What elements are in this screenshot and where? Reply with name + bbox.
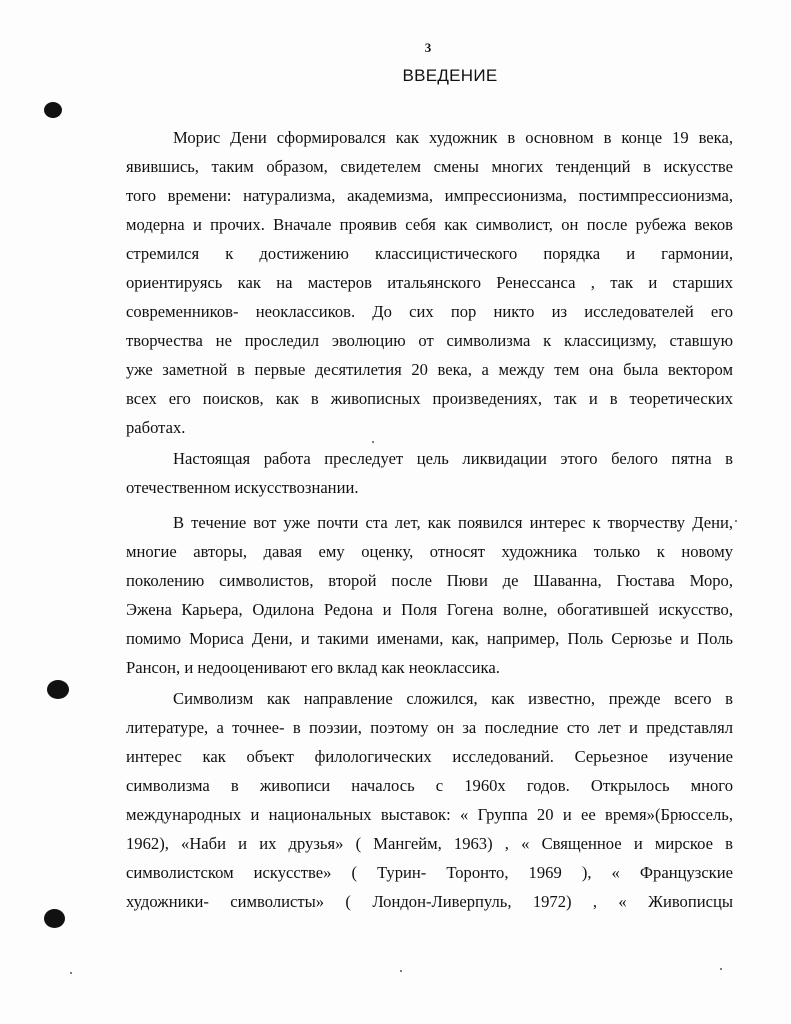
paragraph-line: явившись, таким образом, свидетелем смены многих тенденций в искусстве — [126, 157, 733, 176]
paragraph-line: стремился к достижению классицистического порядка и гармонии, — [126, 244, 733, 263]
paragraph-line: поколению символистов, второй после Пюви де Шаванна, Гюстава Моро, — [126, 571, 733, 590]
paragraph-line: 1962), «Наби и их друзья» ( Мангейм, 1963) , « Священное и мирское в — [126, 834, 733, 853]
paragraph-line: многие авторы, давая ему оценку, относят художника только к новому — [126, 542, 733, 561]
page-title: ВВЕДЕНИЕ — [402, 66, 498, 85]
paragraph-line: Символизм как направление сложился, как известно, прежде всего в — [173, 689, 733, 708]
scan-speck — [372, 441, 374, 443]
paragraph-line: современников- неоклассиков. До сих пор никто из исследователей его — [126, 302, 733, 321]
paragraph-line: интерес как объект филологических исследований. Серьезное изучение — [126, 747, 733, 766]
paragraph-line: отечественном искусствознании. — [126, 478, 359, 497]
paragraph-line: всех его поисков, как в живописных произведениях, так и в теоретических — [126, 389, 733, 408]
paragraph-line: символистском искусстве» ( Турин- Торонто, 1969 ), « Французские — [126, 863, 733, 882]
scan-speck — [70, 972, 72, 974]
paragraph-line: литературе, а точнее- в поэзии, поэтому он за последние сто лет и представлял — [126, 718, 733, 737]
paragraph-line: Эжена Карьера, Одилона Редона и Поля Гогена волне, обогатившей искусство, — [126, 600, 733, 619]
paragraph-line: творчества не проследил эволюцию от символизма к классицизму, ставшую — [126, 331, 733, 350]
scan-speck — [400, 970, 402, 972]
paragraph-line: В течение вот уже почти ста лет, как появился интерес к творчеству Дени, — [173, 513, 733, 532]
scan-speck — [735, 520, 737, 522]
paragraph-line: работах. — [126, 418, 186, 437]
punch-hole-mark — [47, 680, 69, 699]
paragraph-line: символизма в живописи началось с 1960х годов. Открылось много — [126, 776, 733, 795]
punch-hole-mark — [44, 909, 65, 928]
page-number: 3 — [424, 40, 432, 55]
paragraph-line: художники- символисты» ( Лондон-Ливерпуль, 1972) , « Живописцы — [126, 892, 733, 911]
paragraph-line: Настоящая работа преследует цель ликвидации этого белого пятна в — [173, 449, 733, 468]
paragraph-line: уже заметной в первые десятилетия 20 века, а между тем она была вектором — [126, 360, 733, 379]
paragraph-line: Морис Дени сформировался как художник в основном в конце 19 века, — [173, 128, 733, 147]
paragraph-line: международных и национальных выставок: « Группа 20 и ее время»(Брюссель, — [126, 805, 733, 824]
paragraph-line: ориентируясь как на мастеров итальянского Ренессанса , так и старших — [126, 273, 733, 292]
punch-hole-mark — [44, 102, 62, 118]
paragraph-line: помимо Мориса Дени, и такими именами, как, например, Поль Серюзье и Поль — [126, 629, 733, 648]
scan-speck — [720, 968, 722, 970]
paragraph-line: модерна и прочих. Вначале проявив себя как символист, он после рубежа веков — [126, 215, 733, 234]
paragraph-line: Рансон, и недооценивают его вклад как неоклассика. — [126, 658, 500, 677]
paragraph-line: того времени: натурализма, академизма, импрессионизма, постимпрессионизма, — [126, 186, 733, 205]
